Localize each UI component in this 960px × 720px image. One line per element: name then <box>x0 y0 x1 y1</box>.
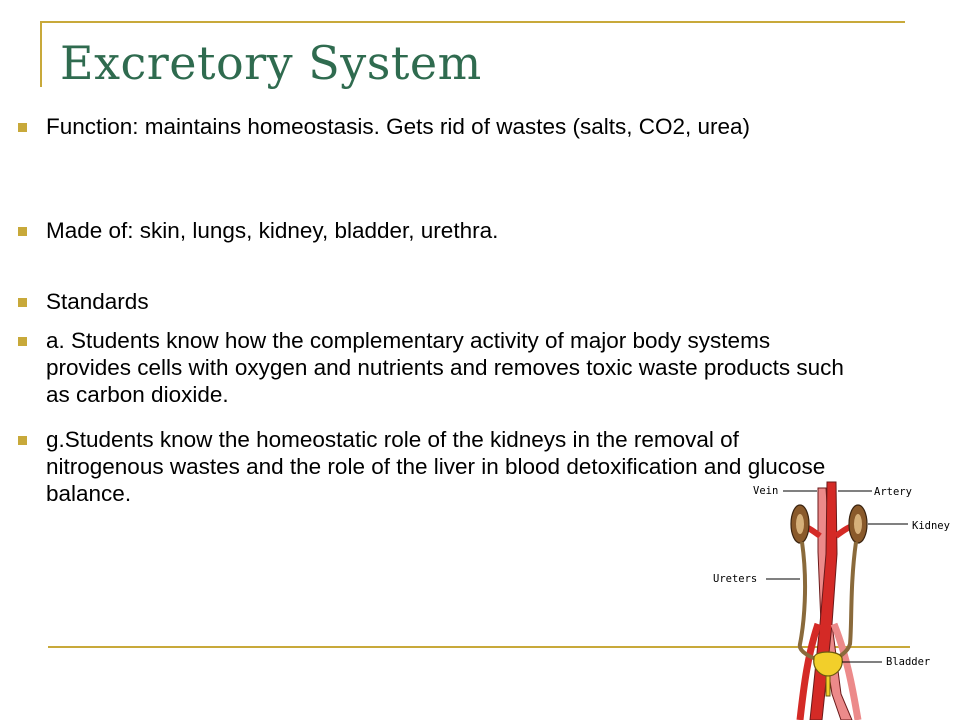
bullet-text: Standards <box>46 289 149 314</box>
bullet-standard-a <box>18 327 861 408</box>
kidney-right-core <box>854 514 862 534</box>
bullet-made-of <box>18 217 861 244</box>
urethra-shape <box>826 676 830 696</box>
bullet-text: Function: maintains homeostasis. Gets rid of wastes (salts, CO2, urea) <box>46 114 751 139</box>
bullet-square-icon <box>18 298 27 307</box>
kidney-left-core <box>796 514 804 534</box>
bullet-text: g.Students know the homeostatic role of the kidneys in the removal of nitrogenous wastes and the role of the liver in blood detoxification and glucose balance. <box>46 427 826 506</box>
urinary-system-diagram <box>700 474 960 720</box>
bullet-square-icon <box>18 227 27 236</box>
artery-label: Artery <box>874 486 912 498</box>
slide-title: Excretory System <box>60 36 482 90</box>
bullet-square-icon <box>18 337 27 346</box>
kidney-label: Kidney <box>912 520 950 532</box>
bullet-square-icon <box>18 123 27 132</box>
ureters-label: Ureters <box>713 573 758 585</box>
bullet-standards <box>18 288 861 315</box>
frame-left-line <box>40 21 42 87</box>
vein-label: Vein <box>753 485 779 497</box>
bullet-text: a. Students know how the complementary activity of major body systems provides cells with oxygen and nutrients and removes toxic waste products such as carbon dioxide. <box>46 328 844 407</box>
bullet-function <box>18 113 861 140</box>
bladder-label: Bladder <box>886 656 931 668</box>
bullet-square-icon <box>18 436 27 445</box>
urinary-system-svg <box>700 474 960 720</box>
bullet-text: Made of: skin, lungs, kidney, bladder, urethra. <box>46 218 499 243</box>
frame-top-line <box>40 21 905 23</box>
